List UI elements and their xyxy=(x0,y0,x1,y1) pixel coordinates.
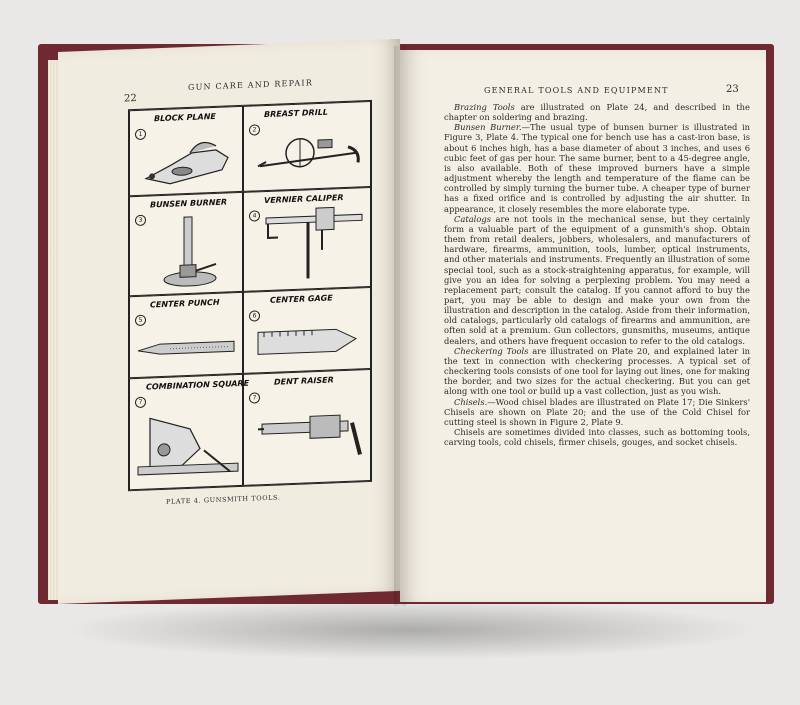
running-head-right: GENERAL TOOLS AND EQUIPMENT xyxy=(484,86,669,95)
plate-caption: PLATE 4. GUNSMITH TOOLS. xyxy=(166,493,281,506)
cell-number: 1 xyxy=(135,129,146,140)
paragraph-term: Catalogs xyxy=(454,213,492,224)
cell-number: 5 xyxy=(135,315,146,326)
plate-cell-breast-drill xyxy=(243,101,371,192)
cell-label: CENTER PUNCH xyxy=(150,297,220,310)
paragraph-term: Bunsen Burner. xyxy=(454,122,522,133)
plate-cell-vernier-caliper xyxy=(243,187,371,292)
dent-raiser-drawing xyxy=(244,370,372,487)
paragraph-term: Brazing Tools xyxy=(454,102,515,112)
cell-number: 4 xyxy=(249,210,260,221)
running-head-left: GUN CARE AND REPAIR xyxy=(188,78,313,93)
left-page xyxy=(58,39,400,604)
combination-square-drawing xyxy=(130,375,244,491)
plate-cell-dent-raiser xyxy=(243,369,371,486)
paragraph xyxy=(444,102,750,122)
book-shadow xyxy=(60,600,760,660)
cell-label: BLOCK PLANE xyxy=(154,111,216,124)
cell-label: DENT RAISER xyxy=(274,375,334,387)
plate-cell-block-plane xyxy=(129,106,243,196)
cell-label: VERNIER CALIPER xyxy=(264,193,344,206)
plate-cell-combination-square xyxy=(129,374,250,490)
paragraph xyxy=(444,346,750,397)
paragraph-text: are illustrated on Plate 24, and described in the chapter on soldering and brazing. xyxy=(444,102,750,123)
right-page xyxy=(400,50,766,602)
cell-label: BUNSEN BURNER xyxy=(150,197,228,210)
paragraph-text: —Wood chisel blades are illustrated on Plate 17; Die Sinkers' Chisels are shown on Plate 20; and the use of the Cold Chisel for cutting steel is shown in Figure 2, Plate 9. xyxy=(444,396,750,427)
paragraph-text: are not tools in the mechanical sense, but they certainly form a valuable part of the equipment of a gunsmith's shop. Obtain them from retail dealers, jobbers, wholesalers, and manufacturers of hardware, firearms, ammunition, tools, lumber, optical instruments, and other materials and instruments. Frequently an illustration of some special tool, such as a stock-straightening apparatus, for example, will give you an idea for solving a perplexing problem. You may need a replacement part; consult the catalog. If you cannot afford to buy the part, you may be able to design and make your own from the illustration and description in the catalog. Aside from their information, old catalogs, particularly old catalogs of firearms and ammunition, are often sold at a premium. Gun collectors, gunsmiths, museums, antique dealers, and others have frequent occasion to refer to the old catalogs. xyxy=(444,213,750,346)
cell-label: BREAST DRILL xyxy=(264,107,328,120)
paragraph xyxy=(444,397,750,427)
cell-number: 2 xyxy=(249,124,260,135)
cell-number: 7 xyxy=(249,392,260,403)
paragraph xyxy=(444,427,750,447)
body-text xyxy=(444,102,750,447)
paragraph-text: are illustrated on Plate 20, and explained later in the text in connection with checkering processes. A typical set of checkering tools consists of one tool for laying out lines, one for making the border, and two sizes for the actual checkering. But you can get along with one tool or build up a vast collection, just as you wish. xyxy=(444,345,750,397)
paragraph-text: Chisels are sometimes divided into classes, such as bottoming tools, carving tools, cold chisels, firmer chisels, gouges, and socket chisels. xyxy=(444,427,750,448)
cell-number: 6 xyxy=(249,310,260,321)
cell-number: 7 xyxy=(135,397,146,408)
plate-cell-center-punch xyxy=(129,292,243,378)
page-number-left: 22 xyxy=(124,92,137,105)
page-number-right: 23 xyxy=(726,84,739,95)
plate-cell-center-gage xyxy=(243,287,371,374)
cell-label: COMBINATION SQUARE xyxy=(146,378,250,392)
paragraph-text: —The usual type of bunsen burner is illustrated in Figure 3, Plate 4. The typical one for bench use has a cast-iron base, is about 6 inches high, has a base diameter of about 3 inches, and uses 6 cubic feet of gas per hour. The same burner, bent to a 45-degree angle, is also available. Both of these improved burners have a simple adjustment whereby the length and temperature of the flame can be controlled by simply turning the burner tube. A cheaper type of burner has a fixed orifice and is controlled by adjusting the air shutter. In appearance, it closely resembles the more elaborate type. xyxy=(444,122,751,214)
cell-number: 3 xyxy=(135,215,146,226)
bunsen-burner-drawing xyxy=(130,193,244,297)
paragraph-term: Checkering Tools xyxy=(454,345,529,356)
plate-figure xyxy=(128,100,372,491)
cell-label: CENTER GAGE xyxy=(270,293,333,305)
paragraph xyxy=(444,122,750,213)
paragraph xyxy=(444,214,750,346)
plate-cell-bunsen-burner xyxy=(129,192,243,296)
paragraph-term: Chisels. xyxy=(454,396,488,407)
